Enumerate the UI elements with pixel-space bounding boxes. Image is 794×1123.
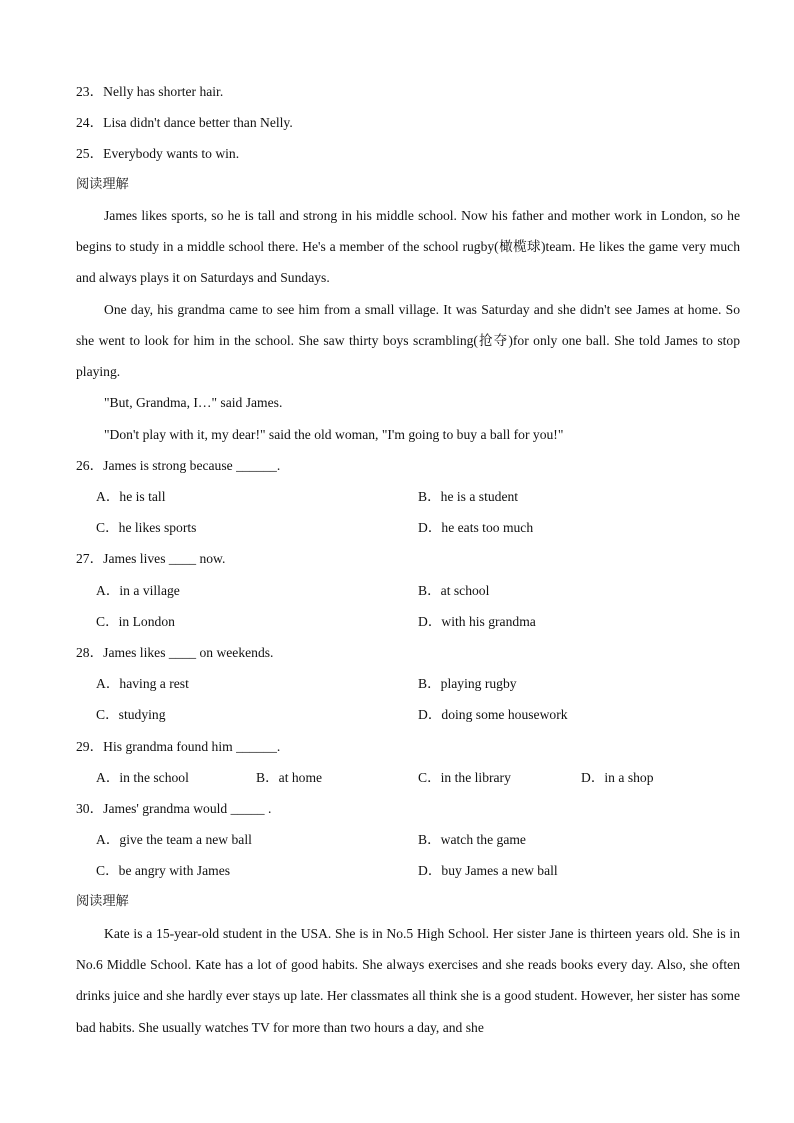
answer-option[interactable]: C．studying xyxy=(96,707,166,722)
passage-paragraph: "Don't play with it, my dear!" said the old woman, "I'm going to buy a ball for you!" xyxy=(104,427,564,442)
answer-option[interactable]: C．be angry with James xyxy=(96,863,231,878)
statement-23: 23．Nelly has shorter hair. xyxy=(76,84,224,99)
passage-paragraph: "But, Grandma, I…" said James. xyxy=(104,395,283,410)
answer-option[interactable]: C．he likes sports xyxy=(96,520,197,535)
answer-option[interactable]: D．doing some housework xyxy=(418,707,568,722)
answer-option[interactable]: A．he is tall xyxy=(96,489,166,504)
answer-option[interactable]: D．he eats too much xyxy=(418,520,534,535)
answer-option[interactable]: B．playing rugby xyxy=(418,676,517,691)
question-stem: 27．James lives ____ now. xyxy=(76,551,226,566)
answer-option[interactable]: A．give the team a new ball xyxy=(96,832,252,847)
answer-option[interactable]: B．at home xyxy=(256,770,323,785)
answer-option[interactable]: B．he is a student xyxy=(418,489,519,504)
answer-option[interactable]: B．at school xyxy=(418,583,490,598)
passage-paragraph: One day, his grandma came to see him from a small village. It was Saturday and she didn't see James at home. So she went to look for him in the school. She saw thirty boys scrambling(抢夺)for only one ball. She told James to stop playing. xyxy=(76,302,740,380)
question-stem: 28．James likes ____ on weekends. xyxy=(76,645,274,660)
answer-option[interactable]: D．with his grandma xyxy=(418,614,536,629)
section-heading-reading: 阅读理解 xyxy=(76,894,129,909)
answer-option[interactable]: A．having a rest xyxy=(96,676,189,691)
answer-option[interactable]: C．in London xyxy=(96,614,175,629)
answer-option[interactable]: A．in the school xyxy=(96,770,189,785)
answer-option[interactable]: B．watch the game xyxy=(418,832,526,847)
statement-25: 25．Everybody wants to win. xyxy=(76,146,240,161)
answer-option[interactable]: C．in the library xyxy=(418,770,511,785)
passage-paragraph: Kate is a 15-year-old student in the USA. She is in No.5 High School. Her sister Jane is thirteen years old. She is in No.6 Middle School. Kate has a lot of good habits. She always exercises and she reads books every day. Also, she often drinks juice and she hardly ever stays up late. Her classmates all think she is a good student. However, her sister has some bad habits. She usually watches TV for more than two hours a day, and she xyxy=(76,926,740,1035)
answer-option[interactable]: A．in a village xyxy=(96,583,180,598)
answer-option[interactable]: D．buy James a new ball xyxy=(418,863,558,878)
question-stem: 30．James' grandma would _____ . xyxy=(76,801,272,816)
passage-paragraph: James likes sports, so he is tall and strong in his middle school. Now his father and mother work in London, so he begins to study in a middle school there. He's a member of the school rugby(橄榄球)team. He likes the game very much and always plays it on Saturdays and Sundays. xyxy=(76,208,740,286)
answer-option[interactable]: D．in a shop xyxy=(581,770,654,785)
question-stem: 29．His grandma found him ______. xyxy=(76,739,281,754)
question-stem: 26．James is strong because ______. xyxy=(76,458,281,473)
statement-24: 24．Lisa didn't dance better than Nelly. xyxy=(76,115,293,130)
section-heading-reading: 阅读理解 xyxy=(76,177,129,192)
